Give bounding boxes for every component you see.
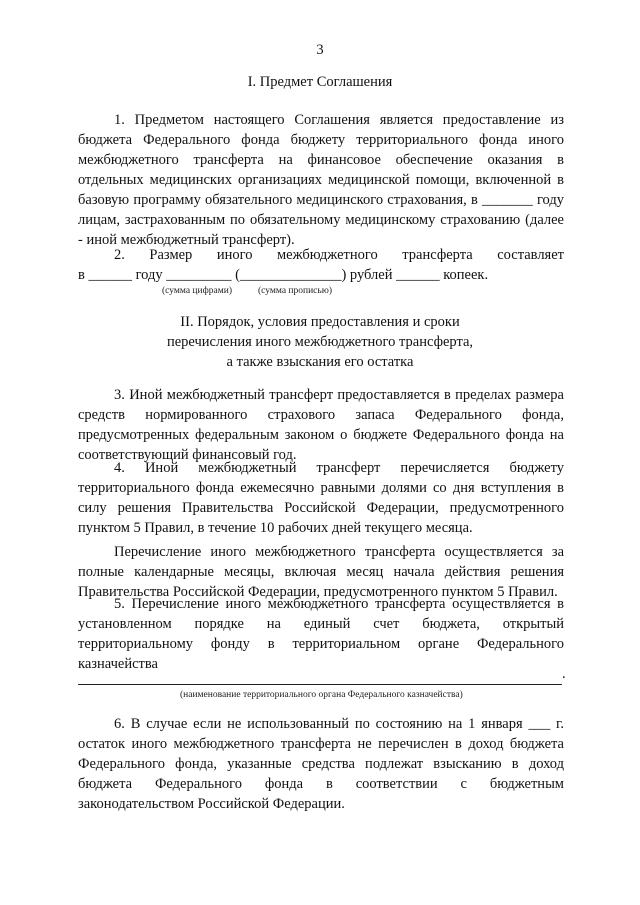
section-2-title-line-2: перечисления иного межбюджетного трансферта, (166, 334, 474, 350)
page-number: 3 (316, 42, 324, 58)
paragraph-4-continued: Перечисление иного межбюджетного трансферта осуществляется за полные календарные месяцы, включая месяц начала действия решения Правительства Российской Федерации, предусмотренного пунктом 5 Правил. (78, 544, 564, 600)
paragraph-2-line-1: 2. Размер иного межбюджетного трансферта составляет (114, 247, 564, 263)
section-2-title-line-3: а также взыскания его остатка (226, 354, 414, 370)
paragraph-6: 6. В случае если не использованный по состоянию на 1 января ___ г. остаток иного межбюджетного трансферта не перечислен в доход бюджета Федерального фонда, указанные средства подлежат взысканию в доход бюджета Федерального фонда в соответствии с бюджетным законодательством Российской Федерации. (78, 716, 564, 812)
line-end-period: . (562, 666, 566, 682)
note-sum-digits: (сумма цифрами) (162, 286, 232, 296)
treasury-name-line (78, 684, 562, 685)
note-sum-words: (сумма прописью) (258, 286, 332, 296)
section-1-title: I. Предмет Соглашения (247, 74, 393, 90)
section-2-title-line-1: II. Порядок, условия предоставления и сроки (180, 314, 460, 330)
paragraph-5: 5. Перечисление иного межбюджетного трансферта осуществляется в установленном порядке на единый счет бюджета, открытый территориальному фонду в территориальном органе Федерального казначейства (78, 596, 564, 672)
note-treasury-name: (наименование территориального органа Федерального казначейства) (180, 690, 463, 700)
paragraph-4: 4. Иной межбюджетный трансферт перечисляется бюджету территориального фонда ежемесячно равными долями со дня вступления в силу решения Правительства Российской Федерации, предусмотренного пунктом 5 Правил, в течение 10 рабочих дней текущего месяца. (78, 460, 564, 536)
paragraph-2-line-2: в ______ году _________ (______________) рублей ______ копеек. (78, 267, 489, 283)
paragraph-1: 1. Предметом настоящего Соглашения является предоставление из бюджета Федерального фонда бюджету территориального фонда иного межбюджетного трансферта на финансовое обеспечение оказания в отдельных медицинских организациях медицинской помощи, включенной в базовую программу обязательного медицинского страхования, в _______ году лицам, застрахованным по обязательному медицинскому страхованию (далее - иной межбюджетный трансферт). (78, 112, 564, 248)
paragraph-3: 3. Иной межбюджетный трансферт предоставляется в пределах размера средств нормированного страхового запаса Федерального фонда, предусмотренных федеральным законом о бюджете Федерального фонда на соответствующий финансовый год. (78, 387, 564, 463)
